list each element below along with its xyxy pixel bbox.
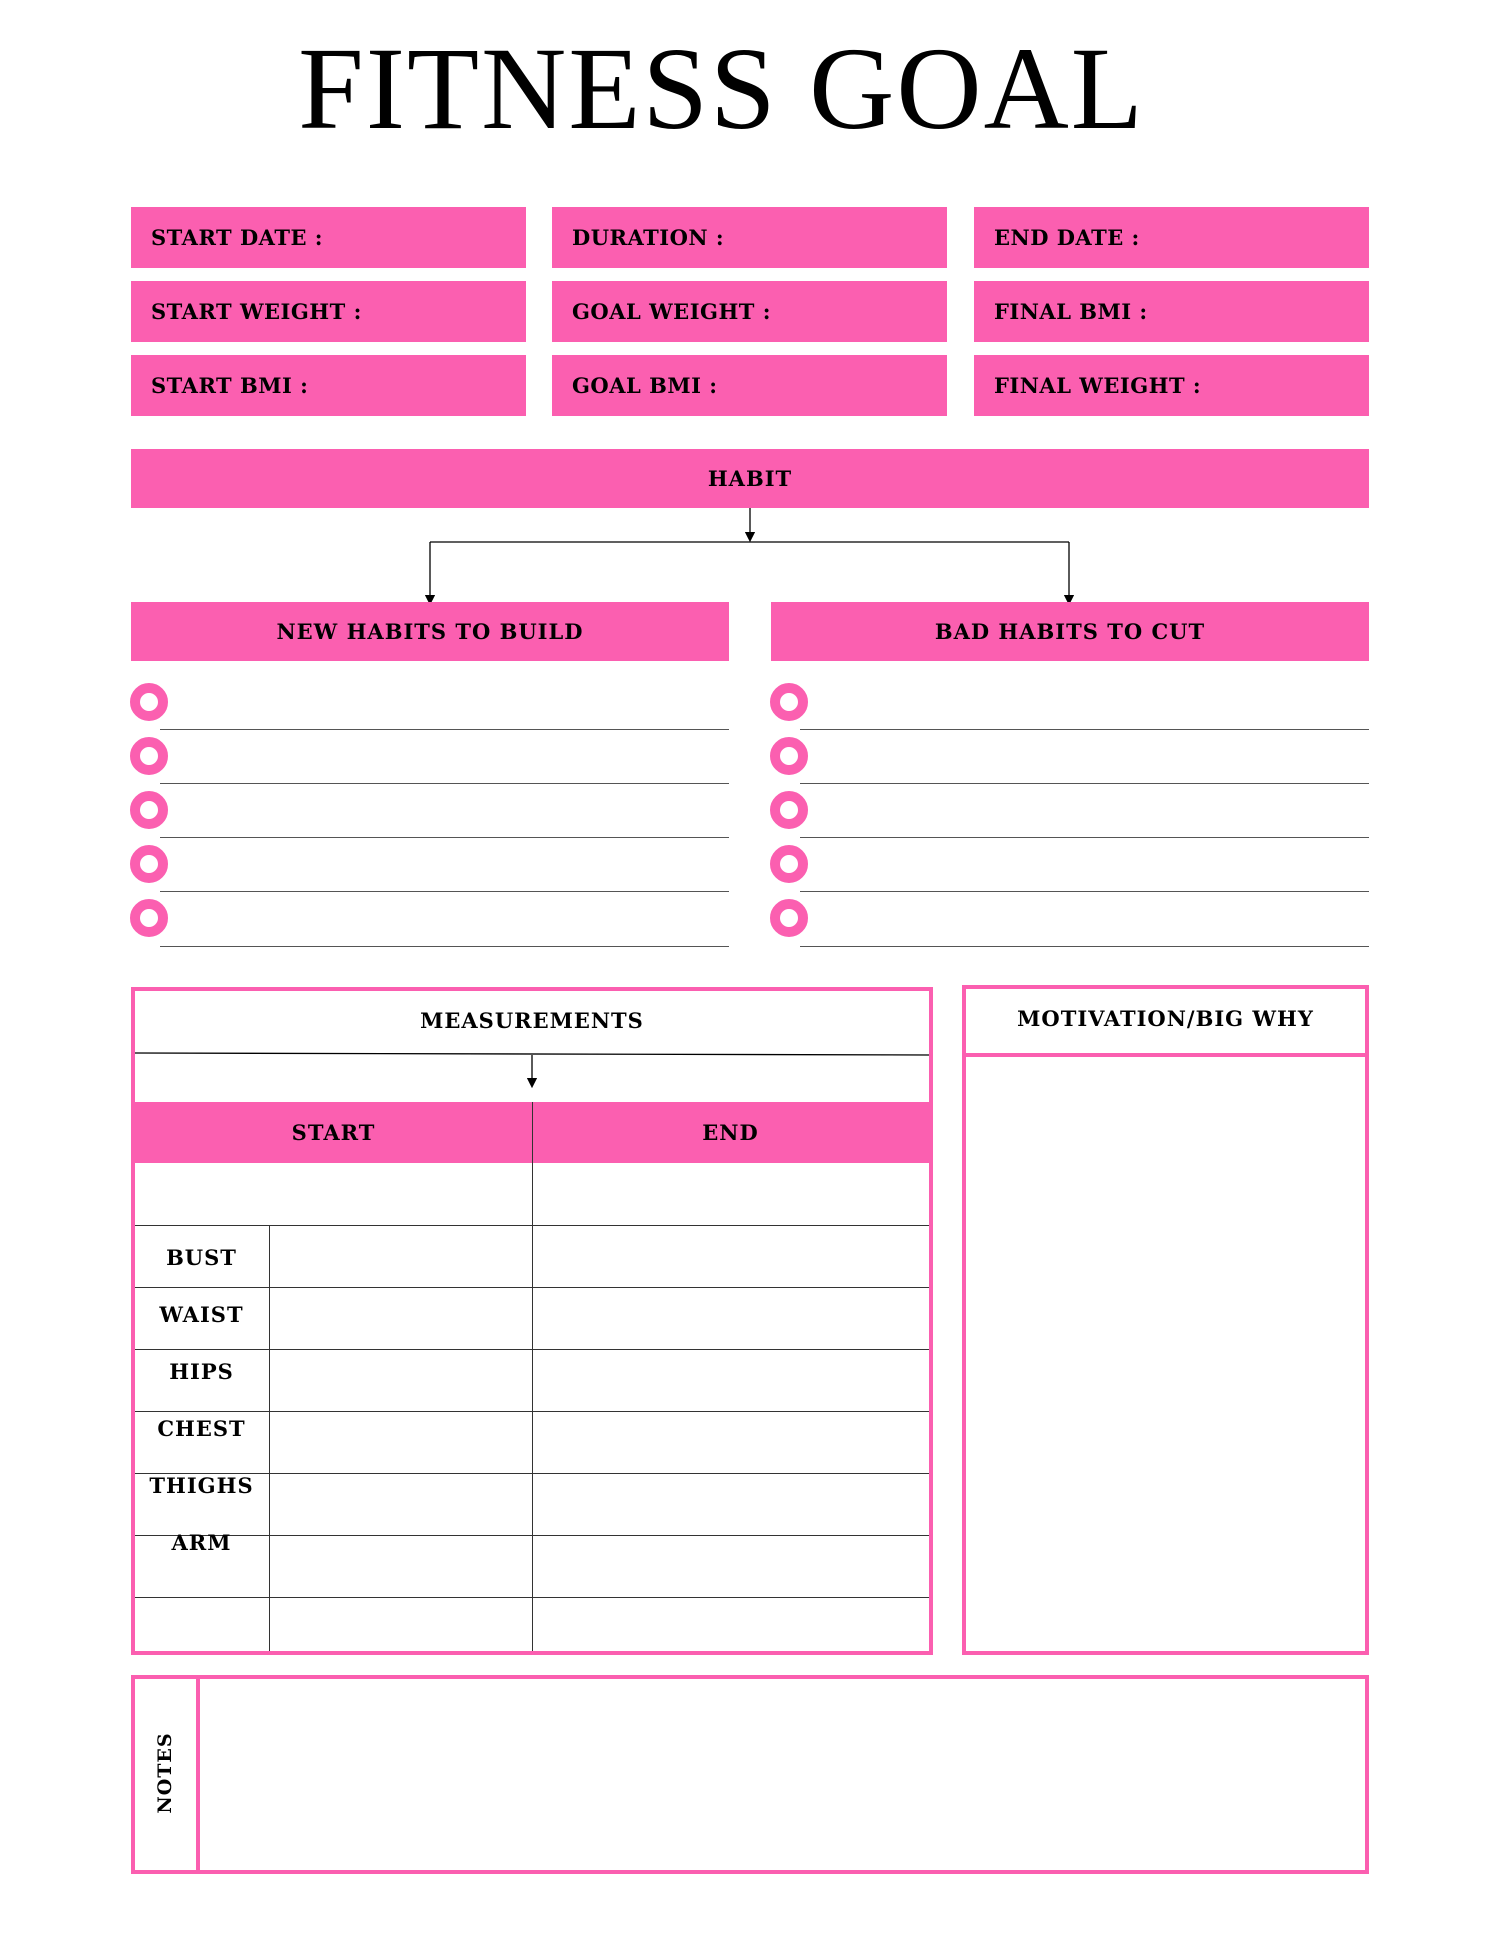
duration-label: DURATION :: [572, 225, 725, 250]
page-title: FITNESS GOAL: [298, 23, 1145, 154]
checkbox-ring[interactable]: [770, 845, 808, 883]
measurements-connector: [135, 1050, 935, 1090]
goal-bmi-field[interactable]: [552, 355, 947, 416]
start-weight-label: START WEIGHT :: [151, 299, 362, 324]
end-date-field[interactable]: [974, 207, 1369, 268]
checkbox-ring[interactable]: [130, 737, 168, 775]
habit-line[interactable]: [800, 729, 1369, 730]
end-date-label: END DATE :: [994, 225, 1140, 250]
checkbox-ring[interactable]: [770, 791, 808, 829]
checkbox-ring[interactable]: [770, 737, 808, 775]
habit-header: [131, 449, 1369, 508]
end-column-label: END: [702, 1120, 759, 1145]
goal-weight-field[interactable]: [552, 281, 947, 342]
goal-bmi-label: GOAL BMI :: [572, 373, 718, 398]
thighs-label: THIGHS: [149, 1473, 254, 1498]
checkbox-ring[interactable]: [130, 845, 168, 883]
bad-habits-header: [771, 602, 1369, 661]
checkbox-ring[interactable]: [130, 899, 168, 937]
column-divider: [532, 1102, 533, 1651]
final-bmi-field[interactable]: [974, 281, 1369, 342]
label-divider: [269, 1225, 270, 1651]
chest-label: CHEST: [157, 1416, 246, 1441]
goal-weight-label: GOAL WEIGHT :: [572, 299, 771, 324]
habit-line[interactable]: [160, 837, 729, 838]
table-row-line: [135, 1411, 929, 1412]
table-row-line: [135, 1287, 929, 1288]
habit-connector: [0, 505, 1500, 605]
final-weight-field[interactable]: [974, 355, 1369, 416]
habit-line[interactable]: [800, 946, 1369, 947]
start-date-label: START DATE :: [151, 225, 324, 250]
checkbox-ring[interactable]: [130, 791, 168, 829]
table-row-line: [135, 1597, 929, 1598]
notes-box[interactable]: [131, 1675, 1369, 1874]
habit-line[interactable]: [160, 729, 729, 730]
final-weight-label: FINAL WEIGHT :: [994, 373, 1202, 398]
motivation-box[interactable]: [962, 985, 1369, 1655]
new-habits-title: NEW HABITS TO BUILD: [276, 619, 584, 644]
checkbox-ring[interactable]: [770, 683, 808, 721]
notes-label: NOTES: [154, 1732, 176, 1814]
checkbox-ring[interactable]: [130, 683, 168, 721]
motivation-title: MOTIVATION/BIG WHY: [1017, 1006, 1314, 1031]
final-bmi-label: FINAL BMI :: [994, 299, 1148, 324]
arm-label: ARM: [171, 1530, 232, 1555]
start-date-field[interactable]: [131, 207, 526, 268]
habit-line[interactable]: [800, 783, 1369, 784]
checkbox-ring[interactable]: [770, 899, 808, 937]
bust-label: BUST: [166, 1245, 237, 1270]
duration-field[interactable]: [552, 207, 947, 268]
table-row-line: [135, 1349, 929, 1350]
hips-label: HIPS: [169, 1359, 234, 1384]
habit-line[interactable]: [800, 837, 1369, 838]
measurements-title: MEASUREMENTS: [420, 1008, 644, 1033]
motivation-divider: [966, 1053, 1365, 1057]
start-bmi-label: START BMI :: [151, 373, 309, 398]
bad-habits-title: BAD HABITS TO CUT: [934, 619, 1206, 644]
habit-line[interactable]: [800, 891, 1369, 892]
waist-label: WAIST: [159, 1302, 244, 1327]
notes-divider: [196, 1679, 200, 1870]
habit-line[interactable]: [160, 946, 729, 947]
start-weight-field[interactable]: [131, 281, 526, 342]
new-habits-header: [131, 602, 729, 661]
table-row-line: [135, 1225, 929, 1226]
habit-header-label: HABIT: [707, 466, 793, 491]
habit-line[interactable]: [160, 891, 729, 892]
start-column-label: START: [291, 1120, 376, 1145]
habit-line[interactable]: [160, 783, 729, 784]
start-bmi-field[interactable]: [131, 355, 526, 416]
